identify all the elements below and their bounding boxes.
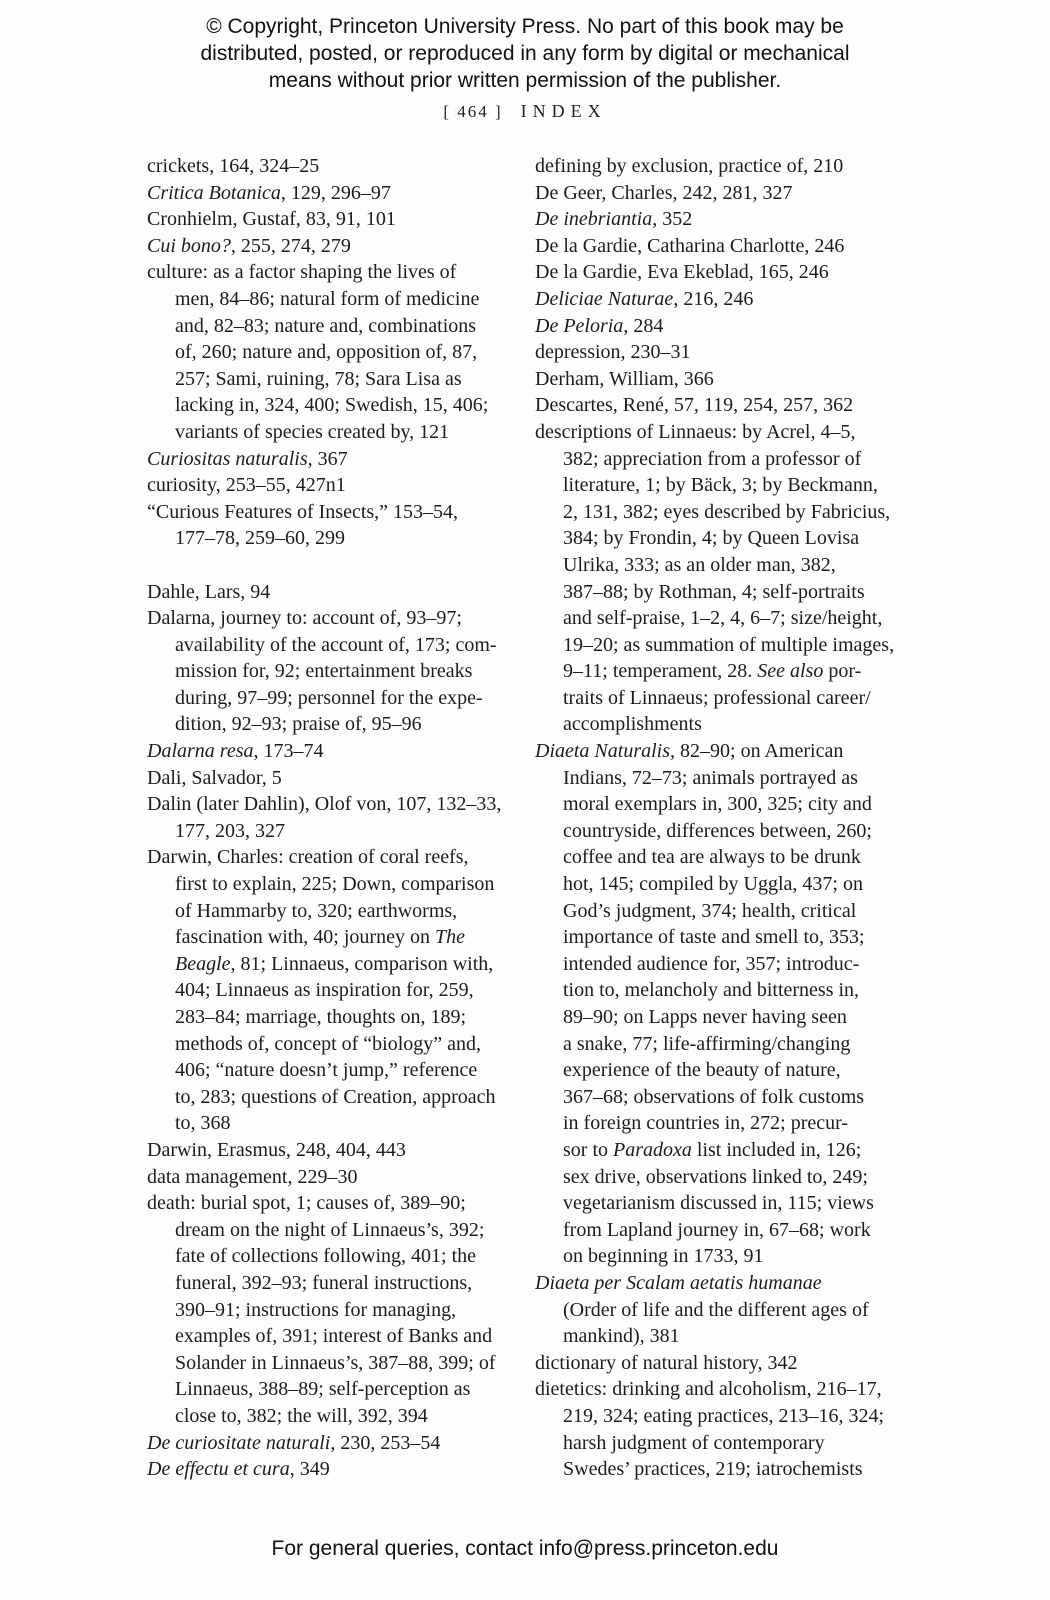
index-entry-line: Beagle, 81; Linnaeus, comparison with, xyxy=(175,952,494,975)
index-entry-line: hot, 145; compiled by Uggla, 437; on xyxy=(563,873,863,896)
index-entry-line: Dahle, Lars, 94 xyxy=(147,580,271,603)
index-title: INDEX xyxy=(520,101,607,121)
index-entry-line: Descartes, René, 57, 119, 254, 257, 362 xyxy=(535,394,854,417)
copyright-notice xyxy=(0,0,1050,94)
index-entry-line: traits of Linnaeus; professional career/ xyxy=(563,686,871,709)
index-entry-line: dition, 92–93; praise of, 95–96 xyxy=(175,713,422,736)
index-entry xyxy=(535,206,915,233)
index-entry-line: De effectu et cura, 349 xyxy=(147,1458,330,1481)
index-entry-line: Darwin, Erasmus, 248, 404, 443 xyxy=(147,1138,406,1161)
index-entry-line: data management, 229–30 xyxy=(147,1165,358,1188)
index-entry-line: and self-praise, 1–2, 4, 6–7; size/height, xyxy=(563,607,883,630)
index-entry-line: 177–78, 259–60, 299 xyxy=(175,527,345,550)
index-entry-line: from Lapland journey in, 67–68; work xyxy=(563,1218,871,1241)
index-entry xyxy=(147,579,535,606)
index-entry-line: Derham, William, 366 xyxy=(535,367,714,390)
index-entry-line: funeral, 392–93; funeral instructions, xyxy=(175,1271,473,1294)
index-entry-line: 257; Sami, ruining, 78; Sara Lisa as xyxy=(175,367,462,390)
index-entry xyxy=(535,313,915,340)
index-entry-line: Dalarna resa, 173–74 xyxy=(147,740,324,763)
index-entry-line: lacking in, 324, 400; Swedish, 15, 406; xyxy=(175,394,489,417)
index-entry xyxy=(147,791,535,844)
index-entry xyxy=(535,286,915,313)
copyright-line: means without prior written permission of the publisher. xyxy=(268,69,782,92)
index-entry xyxy=(535,259,915,286)
index-entry-line: sex drive, observations linked to, 249; xyxy=(563,1165,868,1188)
index-entry-line: Diaeta per Scalam aetatis humanae xyxy=(535,1271,822,1294)
index-entry-line: moral exemplars in, 300, 325; city and xyxy=(563,793,872,816)
index-entry-line: on beginning in 1733, 91 xyxy=(563,1245,764,1268)
index-entry-line: De curiositate naturali, 230, 253–54 xyxy=(147,1431,441,1454)
index-entry-line: variants of species created by, 121 xyxy=(175,420,450,443)
index-entry-line: (Order of life and the different ages of xyxy=(563,1298,869,1321)
index-entry-line: 406; “nature doesn’t jump,” reference xyxy=(175,1059,478,1082)
index-entry-line: depression, 230–31 xyxy=(535,341,691,364)
index-entry-line: sor to Paradoxa list included in, 126; xyxy=(563,1138,862,1161)
index-entry-line: descriptions of Linnaeus: by Acrel, 4–5, xyxy=(535,420,856,443)
index-entry-line: in foreign countries in, 272; precur- xyxy=(563,1112,849,1135)
index-entry xyxy=(147,844,535,1137)
index-entry-line: 2, 131, 382; eyes described by Fabricius, xyxy=(563,500,891,523)
index-entry-line: crickets, 164, 324–25 xyxy=(147,155,320,177)
index-entry-line: harsh judgment of contemporary xyxy=(563,1431,825,1454)
index-entry-line: God’s judgment, 374; health, critical xyxy=(563,899,857,922)
index-entry-line: close to, 382; the will, 392, 394 xyxy=(175,1404,428,1427)
index-entry-line: dietetics: drinking and alcoholism, 216–17, xyxy=(535,1378,882,1401)
index-entry xyxy=(147,605,535,738)
index-entry-line: Dali, Salvador, 5 xyxy=(147,766,282,789)
index-entry-line: 9–11; temperament, 28. See also por- xyxy=(563,660,862,683)
index-entry-line: intended audience for, 357; introduc- xyxy=(563,952,860,975)
index-entry-line: 404; Linnaeus as inspiration for, 259, xyxy=(175,979,474,1002)
index-entry-line: to, 283; questions of Creation, approach xyxy=(175,1085,496,1108)
index-entry xyxy=(147,1164,535,1191)
index-entry-line: Dalarna, journey to: account of, 93–97; xyxy=(147,607,462,630)
index-entry-line: 19–20; as summation of multiple images, xyxy=(563,633,895,656)
copyright-line: © Copyright, Princeton University Press. No part of this book may be xyxy=(206,15,844,38)
index-entry-line: vegetarianism discussed in, 115; views xyxy=(563,1192,874,1215)
index-entry-line: literature, 1; by Bäck, 3; by Beckmann, xyxy=(563,474,878,497)
index-entry-line: tion to, melancholy and bitterness in, xyxy=(563,979,860,1002)
index-entry-line: Critica Botanica, 129, 296–97 xyxy=(147,181,391,204)
index-entry xyxy=(535,1376,915,1482)
index-body xyxy=(147,153,1050,1483)
index-entry xyxy=(535,153,915,180)
index-entry-line: Cronhielm, Gustaf, 83, 91, 101 xyxy=(147,208,396,231)
index-entry-line: experience of the beauty of nature, xyxy=(563,1059,841,1082)
index-entry xyxy=(535,392,915,419)
index-entry xyxy=(147,1190,535,1429)
index-entry-line: mission for, 92; entertainment breaks xyxy=(175,660,473,683)
index-entry-line: Curiositas naturalis, 367 xyxy=(147,447,348,470)
index-entry-line: dictionary of natural history, 342 xyxy=(535,1351,798,1374)
index-entry-line: methods of, concept of “biology” and, xyxy=(175,1032,482,1055)
index-entry-line: De inebriantia, 352 xyxy=(535,208,693,231)
index-entry-line: countryside, differences between, 260; xyxy=(563,819,872,842)
index-entry xyxy=(535,180,915,207)
copyright-line: distributed, posted, or reproduced in any form by digital or mechanical xyxy=(200,42,850,65)
index-entry-line: first to explain, 225; Down, comparison xyxy=(175,873,495,896)
index-entry xyxy=(535,339,915,366)
index-entry-line: fascination with, 40; journey on The xyxy=(175,926,465,949)
index-entry-line: of, 260; nature and, opposition of, 87, xyxy=(175,341,478,364)
index-entry-line: “Curious Features of Insects,” 153–54, xyxy=(147,500,459,523)
index-entry-line: mankind), 381 xyxy=(563,1325,680,1348)
index-entry-line: Darwin, Charles: creation of coral reefs, xyxy=(147,846,469,869)
index-column-left xyxy=(147,153,535,1483)
index-entry-line: men, 84–86; natural form of medicine xyxy=(175,287,480,310)
index-entry-line: Cui bono?, 255, 274, 279 xyxy=(147,234,351,257)
page-number: [ 464 ] xyxy=(443,102,503,121)
index-entry-line: culture: as a factor shaping the lives of xyxy=(147,261,457,284)
index-entry-line: during, 97–99; personnel for the expe- xyxy=(175,686,483,709)
index-entry xyxy=(147,180,535,207)
index-entry-line: De la Gardie, Eva Ekeblad, 165, 246 xyxy=(535,261,829,284)
index-entry xyxy=(147,1456,535,1483)
index-entry-line: Deliciae Naturae, 216, 246 xyxy=(535,287,754,310)
index-entry-line: 390–91; instructions for managing, xyxy=(175,1298,457,1321)
index-entry-line: to, 368 xyxy=(175,1112,231,1135)
index-entry-line: De Peloria, 284 xyxy=(535,314,664,337)
index-entry-line: Indians, 72–73; animals portrayed as xyxy=(563,766,858,789)
index-entry-line: 177, 203, 327 xyxy=(175,819,285,842)
index-entry-line: curiosity, 253–55, 427n1 xyxy=(147,474,346,497)
index-entry-line: De la Gardie, Catharina Charlotte, 246 xyxy=(535,234,845,257)
index-entry xyxy=(147,499,535,552)
index-entry-line: 387–88; by Rothman, 4; self-portraits xyxy=(563,580,865,603)
index-entry-line: 367–68; observations of folk customs xyxy=(563,1085,865,1108)
index-entry-line: fate of collections following, 401; the xyxy=(175,1245,477,1268)
index-entry-line: dream on the night of Linnaeus’s, 392; xyxy=(175,1218,485,1241)
index-entry xyxy=(147,446,535,473)
page-header xyxy=(0,101,1050,122)
index-entry xyxy=(147,1430,535,1457)
index-entry-line: Diaeta Naturalis, 82–90; on American xyxy=(535,740,844,763)
index-entry-line: availability of the account of, 173; com- xyxy=(175,633,497,656)
index-entry-line: Dalin (later Dahlin), Olof von, 107, 132–33, xyxy=(147,793,502,816)
index-entry xyxy=(535,366,915,393)
index-entry-line: Linnaeus, 388–89; self-perception as xyxy=(175,1378,471,1401)
index-entry xyxy=(147,233,535,260)
index-entry-line: defining by exclusion, practice of, 210 xyxy=(535,155,844,177)
index-entry xyxy=(147,738,535,765)
index-entry xyxy=(147,153,535,180)
index-entry-line: 219, 324; eating practices, 213–16, 324; xyxy=(563,1404,885,1427)
index-entry-line: and, 82–83; nature and, combinations xyxy=(175,314,477,337)
index-entry xyxy=(535,1350,915,1377)
index-entry-line: coffee and tea are always to be drunk xyxy=(563,846,861,869)
index-entry-line: death: burial spot, 1; causes of, 389–90; xyxy=(147,1192,466,1215)
index-entry-line: accomplishments xyxy=(563,713,702,736)
index-entry-line: Ulrika, 333; as an older man, 382, xyxy=(563,553,836,576)
index-entry xyxy=(535,419,915,738)
index-entry-line: 283–84; marriage, thoughts on, 189; xyxy=(175,1006,467,1028)
index-entry xyxy=(535,738,915,1270)
index-entry xyxy=(147,259,535,445)
index-entry-line: Swedes’ practices, 219; iatrochemists xyxy=(563,1458,863,1481)
index-entry-line: 89–90; on Lapps never having seen xyxy=(563,1006,847,1028)
index-entry xyxy=(147,765,535,792)
index-entry xyxy=(147,472,535,499)
index-entry xyxy=(147,1137,535,1164)
index-entry-line: 384; by Frondin, 4; by Queen Lovisa xyxy=(563,527,860,550)
index-entry-line: 382; appreciation from a professor of xyxy=(563,447,862,470)
index-entry-line: De Geer, Charles, 242, 281, 327 xyxy=(535,181,793,204)
index-entry-line: Solander in Linnaeus’s, 387–88, 399; of xyxy=(175,1351,496,1374)
index-entry-line: importance of taste and smell to, 353; xyxy=(563,926,865,949)
index-entry xyxy=(147,206,535,233)
index-entry xyxy=(535,1270,915,1350)
index-entry xyxy=(535,233,915,260)
index-column-right xyxy=(535,153,915,1483)
index-entry-line: a snake, 77; life-affirming/changing xyxy=(563,1032,851,1055)
index-entry-line: of Hammarby to, 320; earthworms, xyxy=(175,899,458,922)
footer-contact: For general queries, contact info@press.princeton.edu xyxy=(271,1537,779,1560)
index-entry-line: examples of, 391; interest of Banks and xyxy=(175,1325,493,1348)
